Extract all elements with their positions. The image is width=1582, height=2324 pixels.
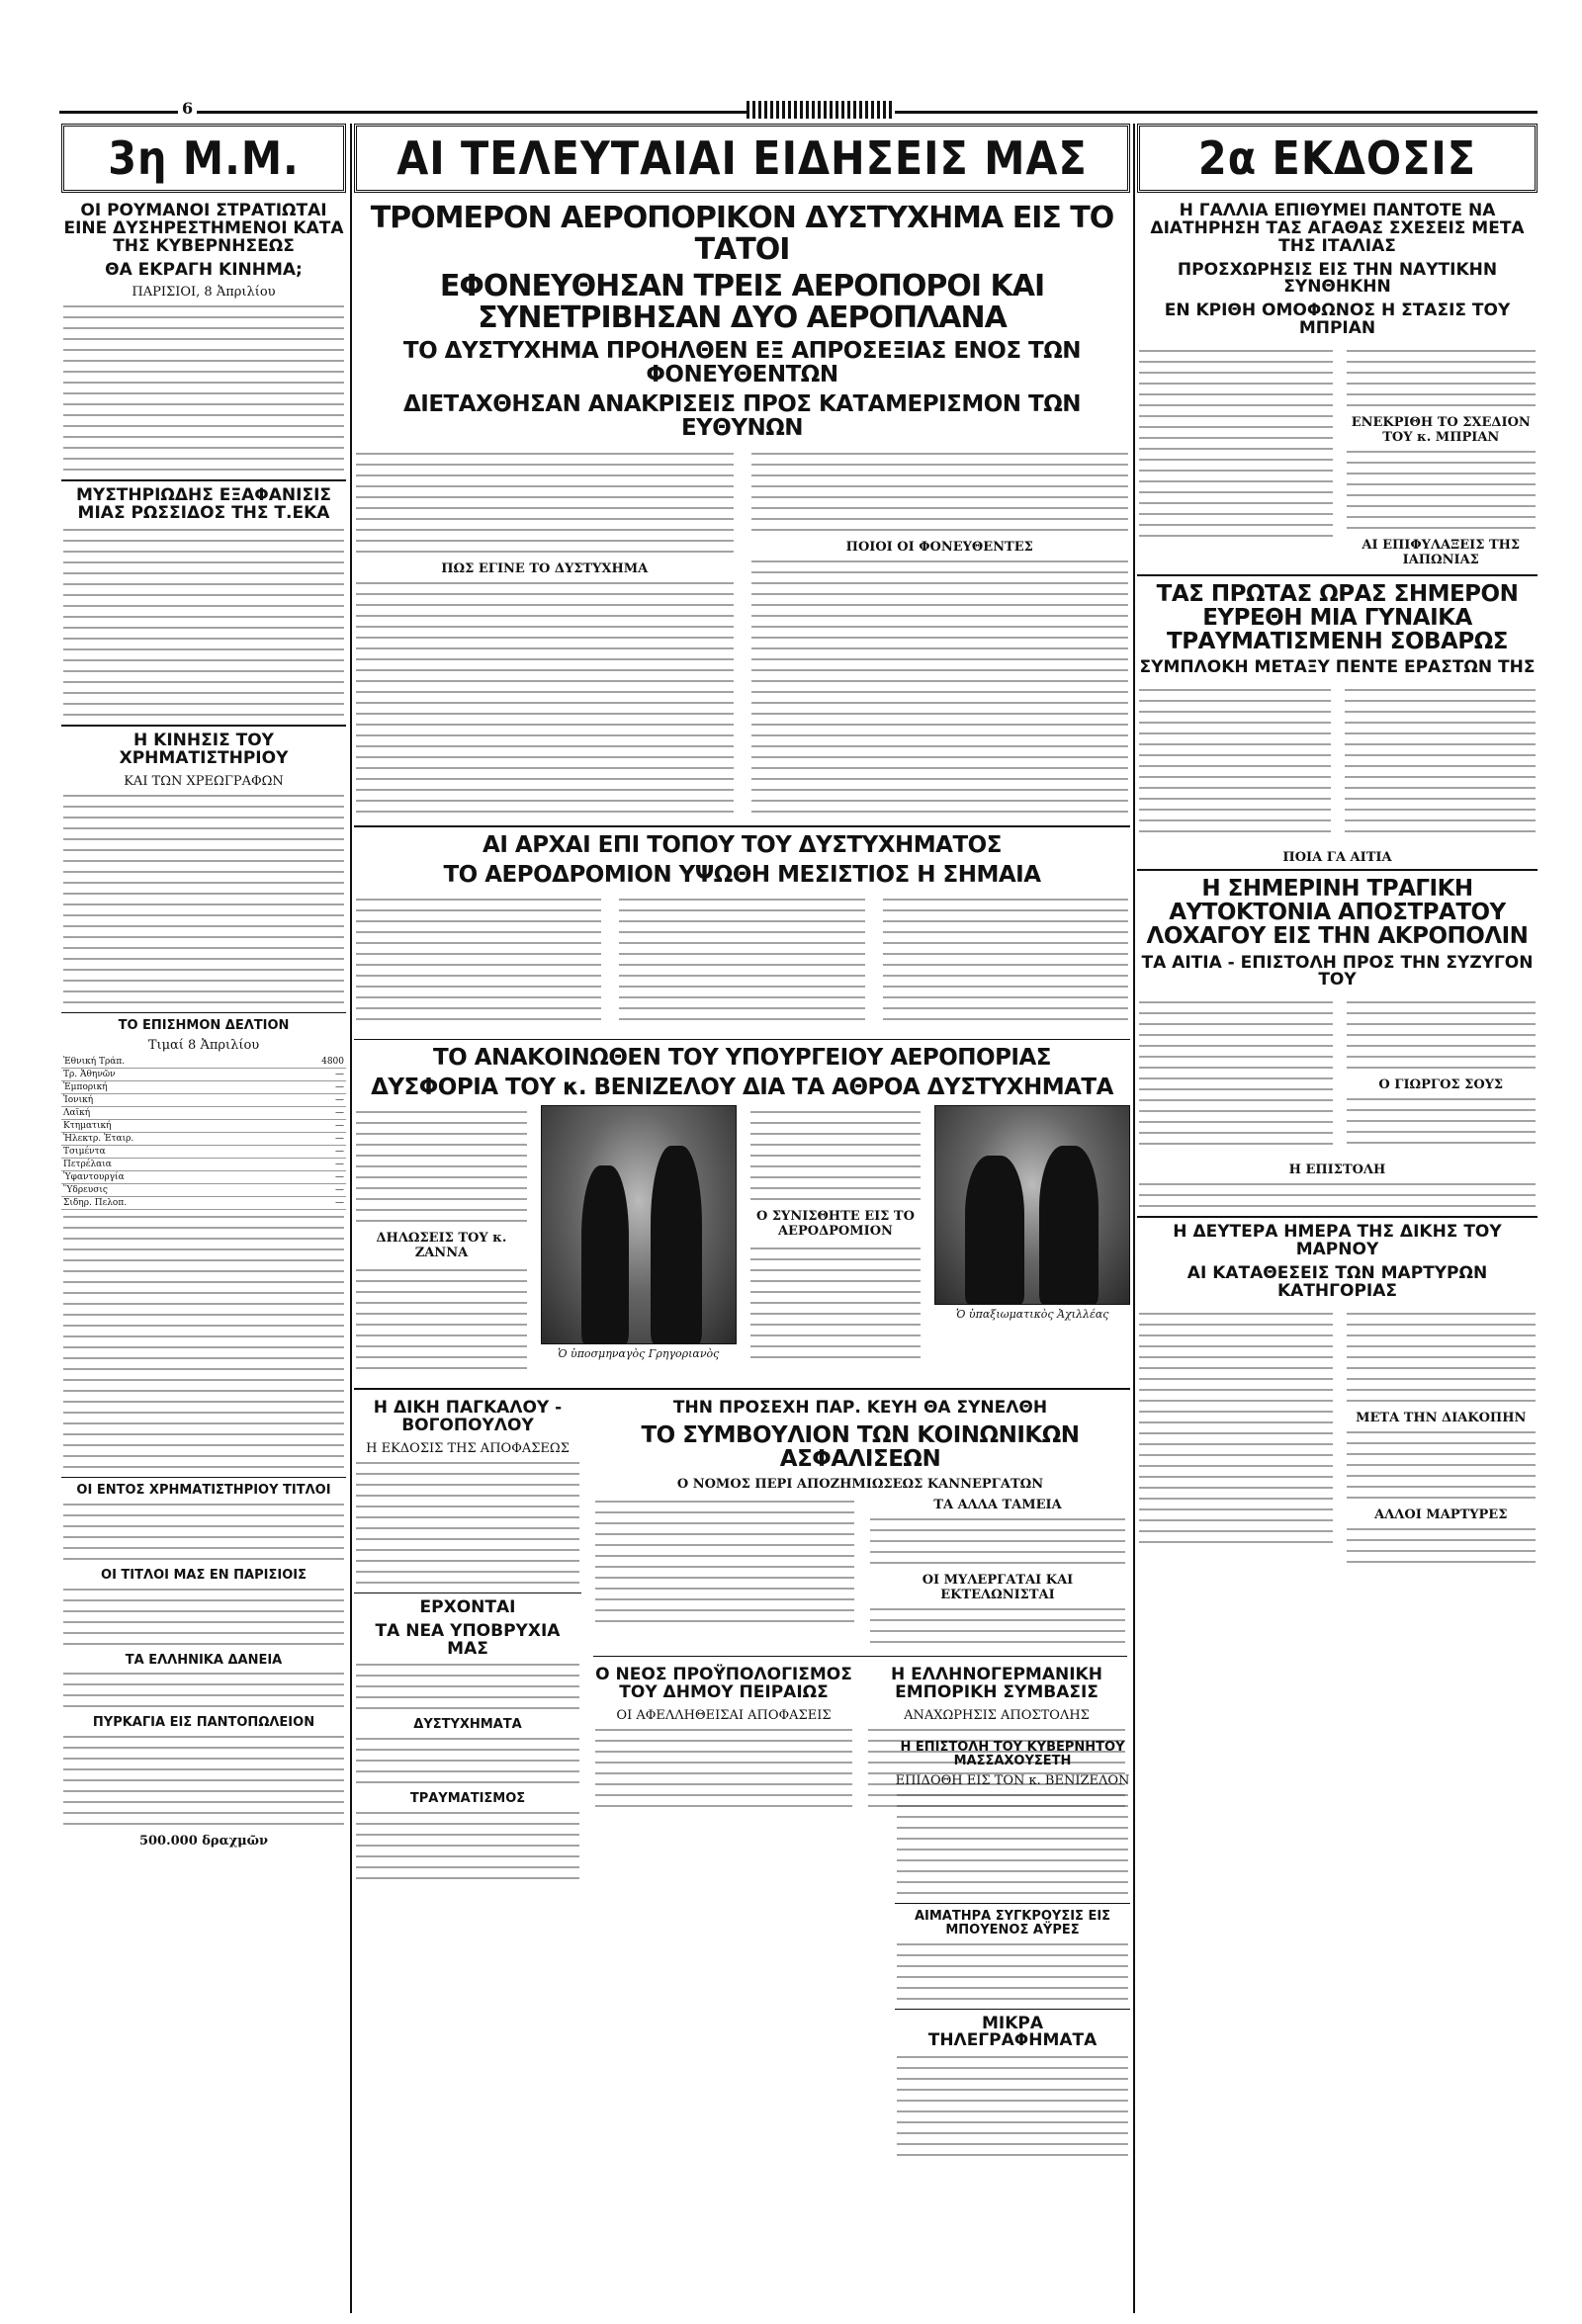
right-headline-7b: ΤΑ ΑΙΤΙΑ - ΕΠΙΣΤΟΛΗ ΠΡΟΣ ΤΗΝ ΣΥΖΥΓΟΝ ΤΟΥ [1141,952,1534,990]
stock-name: Σιδηρ. Πελοπ. [61,1197,271,1210]
article-body [750,1111,922,1378]
article-body [1139,1313,1333,1566]
stock-price: — [271,1146,346,1159]
article-body [63,795,344,1003]
left-headline-1b: ΘΑ ΕΚΡΑΓΗ ΚΙΝΗΜΑ; [105,259,303,280]
mid-subhead-3: ΔΗΛΩΣΕΙΣ ΤΟΥ κ. ΖΑΝΝΑ [376,1231,507,1261]
closing-text: 500.000 δραχμῶν [138,1833,269,1849]
right-headline-3: ΕΝ ΚΡΙΘΗ ΟΜΟΦΩΝΟΣ Η ΣΤΑΣΙΣ ΤΟΥ ΜΠΡΙΑΝ [1164,301,1511,339]
right-headline-5: ΑΙ ΕΠΙΦΥΛΑΞΕΙΣ ΤΗΣ ΙΑΠΩΝΙΑΣ [1362,537,1521,567]
article-body [356,1738,579,1783]
article-body [1347,1098,1537,1144]
article-body [1139,1183,1536,1207]
mid-subhead-15: ΟΙ ΜΥΛΕΡΓΑΤΑΙ ΚΑΙ ΕΚΤΕΛΩΝΙΣΤΑΙ [922,1573,1074,1603]
right-headline-11: ΜΙΚΡΑ ΤΗΛΕΓΡΑΦΗΜΑΤΑ [927,2013,1098,2051]
article-body [751,560,1129,813]
table-row [61,1159,346,1171]
table-row [61,1107,346,1120]
article-body [63,529,344,716]
article-body [595,1501,854,1646]
stock-name: Πετρέλαια [61,1159,271,1171]
mid-section-header: ΑΙ ΤΕΛΕΥΤΑΙΑΙ ΕΙΔΗΣΕΙΣ ΜΑΣ [354,124,1130,193]
mid-subhead-1: ΠΩΣ ΕΓΙΝΕ ΤΟ ΔΥΣΤΥΧΗΜΑ [441,560,649,576]
mid-headline-17b: ΑΝΑΧΩΡΗΣΙΣ ΑΠΟΣΤΟΛΗΣ [904,1707,1090,1723]
article-body [897,1794,1128,1894]
mid-headline-12: ΔΥΣΤΥΧΗΜΑΤΑ [413,1717,522,1733]
article-body [63,1736,344,1825]
stock-price: — [271,1107,346,1120]
article-body [870,1518,1125,1564]
left-headline-4b: Τιμαί 8 Ἀπριλίου [147,1038,260,1054]
article-body [1345,689,1537,841]
article-body [356,1462,579,1584]
stock-name: Ἰονική [61,1094,271,1107]
caption-1: Ὁ ὑποσμηναγὸς Γρηγοριανὸς [558,1347,720,1361]
article-body [1347,1001,1537,1069]
stock-price: 4800 [271,1056,346,1069]
article-body [1347,451,1537,529]
divider [354,825,1130,827]
divider [354,1592,581,1593]
right-headline-10: ΑΙΜΑΤΗΡΑ ΣΥΓΚΡΟΥΣΙΣ ΕΙΣ ΜΠΟΥΕΝΟΣ ΑΫΡΕΣ [914,1909,1111,1937]
stock-name: Λαϊκή [61,1107,271,1120]
article-body [595,1729,852,1807]
stock-price: — [271,1133,346,1146]
photo-grigorianos [541,1105,737,1344]
column-divider [350,124,352,2313]
mid-lead-columns [354,447,1130,821]
article-body [897,2056,1128,2156]
divider [895,1903,1130,1904]
stock-name: Ἐθνική Τράπ. [61,1056,271,1069]
left-section-header: 3η Μ.Μ. [61,124,346,193]
article-body [897,1943,1128,2000]
article-body [63,1504,344,1560]
article-body [356,582,734,813]
right-column [1137,124,1538,1572]
mid-subhead-4: Ο ΣΥΝΙΣΘΗΤΕ ΕΙΣ ΤΟ ΑΕΡΟΔΡΟΜΙΟΝ [756,1209,915,1240]
mid-headline-10b: ΤΟ ΣΥΜΒΟΥΛΙΟΝ ΤΩΝ ΚΟΙΝΩΝΙΚΩΝ ΑΣΦΑΛΙΣΕΩΝ [641,1421,1080,1473]
table-row [61,1094,346,1107]
right-subhead-4: ΑΛΛΟΙ ΜΑΡΤΥΡΕΣ [1374,1506,1508,1522]
article-body [63,305,344,471]
mid-headline-10: ΤΗΝ ΠΡΟΣΕΧΗ ΠΑΡ. ΚΕΥΗ ΘΑ ΣΥΝΕΛΘΗ [672,1398,1048,1419]
mid-field-columns [354,893,1130,1035]
article-body [63,1673,344,1707]
article-body [63,1216,344,1468]
mid-subhead-2: ΠΟΙΟΙ ΟΙ ΦΟΝΕΥΘΕΝΤΕΣ [845,539,1033,555]
mid-headline-10c: Ο ΝΟΜΟΣ ΠΕΡΙ ΑΠΟΖΗΜΙΩΣΕΩΣ ΚΑΝΝΕΡΓΑΤΩΝ [676,1477,1044,1493]
stock-price: — [271,1197,346,1210]
masthead-ornament [747,101,895,119]
table-row [61,1146,346,1159]
right-signature: Ο ΓΙΩΡΓΟΣ ΣΟΥΣ [1378,1077,1504,1093]
mid-headline-17: Η ΕΛΛΗΝΟΓΕΡΜΑΝΙΚΗ ΕΜΠΟΡΙΚΗ ΣΥΜΒΑΣΙΣ [891,1665,1102,1703]
right-headline-6b: ΣΥΜΠΛΟΚΗ ΜΕΤΑΞΥ ΠΕΝΤΕ ΕΡΑΣΤΩΝ ΤΗΣ [1139,657,1536,678]
stock-price: — [271,1081,346,1094]
article-body [1139,1001,1333,1154]
mid-headline-5: ΑΙ ΑΡΧΑΙ ΕΠΙ ΤΟΠΟΥ ΤΟΥ ΔΥΣΤΥΧΗΜΑΤΟΣ [483,831,1002,858]
stock-name: Ἠλεκτρ. Ἑταιρ. [61,1133,271,1146]
right-headline-6: ΤΑΣ ΠΡΩΤΑΣ ΩΡΑΣ ΣΗΜΕΡΟΝ ΕΥΡΕΘΗ ΜΙΑ ΓΥΝΑΙΚΑ ΤΡΑΥΜΑΤΙΣΜΕΝΗ ΣΟΒΑΡΩΣ [1156,580,1519,655]
article-body [1139,350,1333,564]
middle-column [354,124,1130,1888]
right-headline-8: Η ΔΕΥΤΕΡΑ ΗΜΕΡΑ ΤΗΣ ΔΙΚΗΣ ΤΟΥ ΜΑΡΝΟΥ [1173,1222,1502,1260]
article-body [356,899,601,1029]
article-body [1347,350,1537,406]
right-headline-9b: ΕΠΙΔΟΘΗ ΕΙΣ ΤΟΝ κ. ΒΕΝΙΖΕΛΟΝ [895,1773,1130,1789]
dateline: ΠΑΡΙΣΙΟΙ, 8 Ἀπριλίου [132,285,276,301]
stock-name: Ὑφαντουργία [61,1171,271,1184]
table-row [61,1120,346,1133]
right-headline-2: ΠΡΟΣΧΩΡΗΣΙΣ ΕΙΣ ΤΗΝ ΝΑΥΤΙΚΗΝ ΣΥΝΘΗΚΗΝ [1177,259,1498,298]
article-body [619,899,864,1029]
article-body [356,1664,579,1709]
divider [61,479,346,481]
mid-headline-11b: ΤΑ ΝΕΑ ΥΠΟΒΡΥΧΙΑ ΜΑΣ [375,1620,561,1659]
article-body [883,899,1128,1029]
left-headline-3: Η ΚΙΝΗΣΙΣ ΤΟΥ ΧΡΗΜΑΤΙΣΤΗΡΙΟΥ [119,731,289,768]
mid-photo-row [354,1105,1130,1384]
divider [1137,869,1538,871]
page-number: 6 [178,99,197,118]
mid-headline-16b: ΟΙ ΑΦΕΛΛΗΘΕΙΣΑΙ ΑΠΟΦΑΣΕΙΣ [616,1707,832,1723]
mid-headline-6: ΤΟ ΑΕΡΟΔΡΟΜΙΟΝ ΥΨΩΘΗ ΜΕΣΙΣΤΙΟΣ Η ΣΗΜΑΙΑ [443,861,1041,888]
right-subhead-1: ΠΟΙΑ ΓΑ ΑΙΤΙΑ [1282,850,1392,866]
right-subhead-2: Η ΕΠΙΣΤΟΛΗ [1288,1162,1386,1178]
divider [61,1012,346,1013]
stock-price: — [271,1069,346,1081]
mid-headline-4: ΔΙΕΤΑΧΘΗΣΑΝ ΑΝΑΚΡΙΣΕΙΣ ΠΡΟΣ ΚΑΤΑΜΕΡΙΣΜΟΝ ΤΩΝ ΕΥΘΥΝΩΝ [402,391,1082,442]
article-body [356,1812,579,1879]
divider [61,1477,346,1478]
right-headline-8b: ΑΙ ΚΑΤΑΘΕΣΕΙΣ ΤΩΝ ΜΑΡΤΥΡΩΝ ΚΑΤΗΓΟΡΙΑΣ [1186,1262,1488,1301]
table-row [61,1069,346,1081]
table-row [61,1133,346,1146]
divider [354,1039,1130,1040]
divider [1137,1216,1538,1218]
stock-price: — [271,1120,346,1133]
article-body [751,453,1129,531]
left-headline-6: ΟΙ ΤΙΤΛΟΙ ΜΑΣ ΕΝ ΠΑΡΙΣΙΟΙΣ [101,1568,307,1584]
left-column [61,124,346,1851]
article-body [1139,689,1331,841]
right-headline-9: Η ΕΠΙΣΤΟΛΗ ΤΟΥ ΚΥΒΕΡΝΗΤΟΥ ΜΑΣΣΑΧΟΥΣΕΤΗ [900,1740,1125,1768]
divider [61,725,346,727]
left-headline-4: ΤΟ ΕΠΙΣΗΜΟΝ ΔΕΛΤΙΟΝ [118,1017,290,1033]
article-body [356,1111,527,1378]
mid-headline-1: ΤΡΟΜΕΡΟΝ ΑΕΡΟΠΟΡΙΚΟΝ ΔΥΣΤΥΧΗΜΑ ΕΙΣ ΤΟ ΤΑΤΟΙ [370,201,1114,267]
mid-headline-9: Η ΔΙΚΗ ΠΑΓΚΑΛΟΥ - ΒΟΓΟΠΟΥΛΟΥ [373,1398,563,1435]
article-body [1347,1431,1537,1499]
mid-headline-13: ΤΡΑΥΜΑΤΙΣΜΟΣ [409,1790,526,1806]
table-row [61,1081,346,1094]
right-section-header: 2α ΕΚΔΟΣΙΣ [1137,124,1538,193]
left-headline-7: ΤΑ ΕΛΛΗΝΙΚΑ ΔΑΝΕΙΑ [125,1652,283,1668]
left-headline-8: ΠΥΡΚΑΓΙΑ ΕΙΣ ΠΑΝΤΟΠΩΛΕΙΟΝ [92,1715,315,1731]
stock-price: — [271,1159,346,1171]
mid-headline-7: ΤΟ ΑΝΑΚΟΙΝΩΘΕΝ ΤΟΥ ΥΠΟΥΡΓΕΙΟΥ ΑΕΡΟΠΟΡΙΑΣ [432,1044,1051,1071]
stock-table [61,1056,346,1210]
right-subhead-3: ΜΕΤΑ ΤΗΝ ΔΙΑΚΟΠΗΝ [1356,1410,1527,1425]
stock-price: — [271,1184,346,1197]
divider [354,1388,1130,1390]
mid-headline-11: ΕΡΧΟΝΤΑΙ [419,1596,516,1617]
mid-subhead-14: ΤΑ ΑΛΛΑ ΤΑΜΕΙΑ [933,1498,1062,1513]
mid-headline-16: Ο ΝΕΟΣ ΠΡΟΫΠΟΛΟΓΙΣΜΟΣ ΤΟΥ ΔΗΜΟΥ ΠΕΙΡΑΙΩΣ [595,1665,852,1703]
article-body [870,1608,1125,1643]
mid-headline-3: ΤΟ ΔΥΣΤΥΧΗΜΑ ΠΡΟΗΛΘΕΝ ΕΞ ΑΠΡΟΣΕΞΙΑΣ ΕΝΟΣ ΤΩΝ ΦΟΝΕΥΘΕΝΤΩΝ [402,338,1082,388]
table-row [61,1056,346,1069]
stock-name: Τσιμέντα [61,1146,271,1159]
mid-headline-9b: Η ΕΚΔΟΣΙΣ ΤΗΣ ΑΠΟΦΑΣΕΩΣ [366,1440,570,1456]
stock-name: Ἐμπορική [61,1081,271,1094]
caption-2: Ὁ ὑπαξιωματικὸς Ἀχιλλέας [955,1308,1109,1322]
right-headline-4: ΕΝΕΚΡΙΘΗ ΤΟ ΣΧΕΔΙΟΝ ΤΟΥ κ. ΜΠΡΙΑΝ [1351,414,1531,445]
article-body [63,1589,344,1645]
right-headline-1: Η ΓΑΛΛΙΑ ΕΠΙΘΥΜΕΙ ΠΑΝΤΟΤΕ ΝΑ ΔΙΑΤΗΡΗΣΗ ΤΑΣ ΑΓΑΘΑΣ ΣΧΕΣΕΙΣ ΜΕΤΑ ΤΗΣ ΙΤΑΛΙΑΣ [1150,201,1525,256]
divider [895,2009,1130,2010]
left-headline-2: ΜΥΣΤΗΡΙΩΔΗΣ ΕΞΑΦΑΝΙΣΙΣ ΜΙΑΣ ΡΩΣΣΙΔΟΣ ΤΗΣ Τ.ΕΚΑ [75,485,332,524]
stock-name: Τρ. Ἀθηνῶν [61,1069,271,1081]
divider [1137,574,1538,576]
stock-price: — [271,1171,346,1184]
stock-name: Κτηματική [61,1120,271,1133]
photo-achilleas [934,1105,1130,1305]
table-row [61,1171,346,1184]
divider [593,1656,1127,1657]
stock-price: — [271,1094,346,1107]
mid-headline-8: ΔΥΣΦΟΡΙΑ ΤΟΥ κ. ΒΕΝΙΖΕΛΟΥ ΔΙΑ ΤΑ ΑΘΡΟΑ ΔΥΣΤΥΧΗΜΑΤΑ [371,1074,1113,1100]
table-row [61,1197,346,1210]
left-headline-1: ΟΙ ΡΟΥΜΑΝΟΙ ΣΤΡΑΤΙΩΤΑΙ ΕΙΝΕ ΔΥΣΗΡΕΣΤΗΜΕΝΟΙ ΚΑΤΑ ΤΗΣ ΚΥΒΕΡΝΗΣΕΩΣ [63,201,344,256]
article-body [1347,1313,1537,1402]
table-row [61,1184,346,1197]
stock-name: Ὕδρευσις [61,1184,271,1197]
column-divider [1133,124,1135,2313]
article-body [1347,1528,1537,1563]
mid-headline-2: ΕΦΟΝΕΥΘΗΣΑΝ ΤΡΕΙΣ ΑΕΡΟΠΟΡΟΙ ΚΑΙ ΣΥΝΕΤΡΙΒΗΣΑΝ ΔΥΟ ΑΕΡΟΠΛΑΝΑ [439,269,1045,335]
left-headline-5: ΟΙ ΕΝΤΟΣ ΧΡΗΜΑΤΙΣΤΗΡΙΟΥ ΤΙΤΛΟΙ [76,1483,331,1499]
article-body [356,453,734,553]
left-headline-3b: ΚΑΙ ΤΩΝ ΧΡΕΩΓΡΑΦΩΝ [124,773,284,789]
mid-right-lower [895,1735,1130,2165]
right-headline-7: Η ΣΗΜΕΡΙΝΗ ΤΡΑΓΙΚΗ ΑΥΤΟΚΤΟΝΙΑ ΑΠΟΣΤΡΑΤΟΥ ΛΟΧΑΓΟΥ ΕΙΣ ΤΗΝ ΑΚΡΟΠΟΛΙΝ [1146,876,1529,950]
